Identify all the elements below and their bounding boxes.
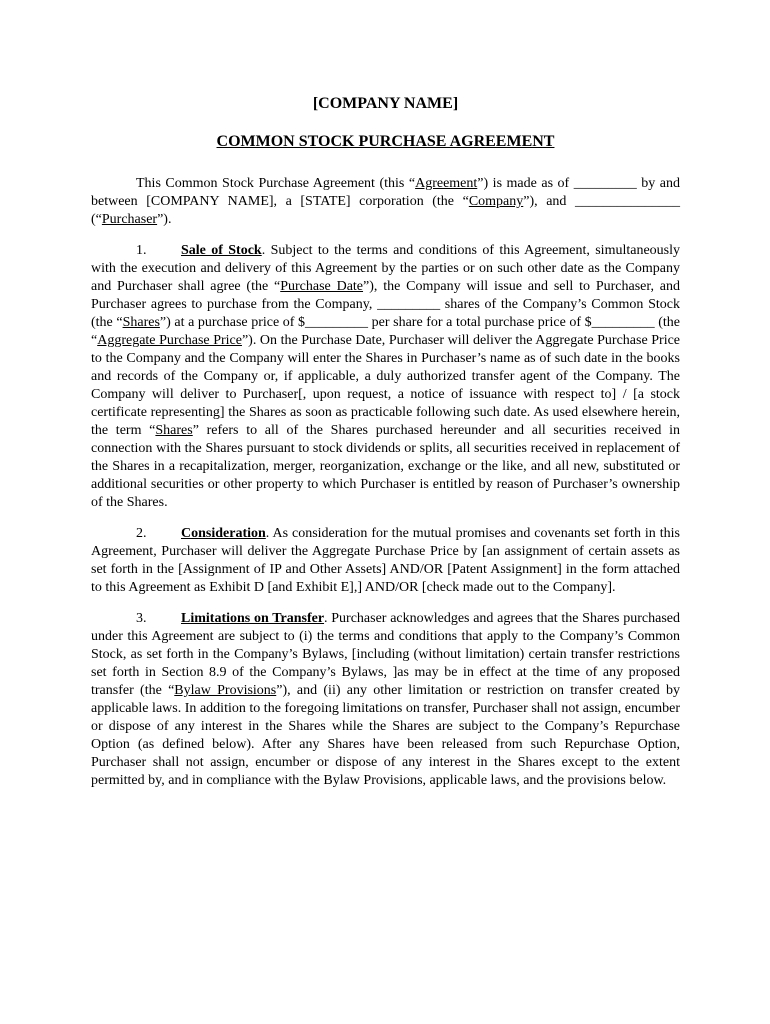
- section-3-heading: Limitations on Transfer: [181, 611, 325, 626]
- intro-text-3: ”), and _______________ (“: [91, 194, 680, 227]
- defined-term-shares-2: Shares: [155, 423, 193, 438]
- section-1-text-4: ”). On the Purchase Date, Purchaser will deliver the Aggregate Purchase Price to the Company and the Company will enter the Shares in Purchaser’s name as of such date in the books and records of the Company or, if applicable, a duly authorized transfer agent of the Company. The Company will deliver to Purchaser[, upon request, a notice of issuance with respect to] / [a stock certificate representing] the Shares as soon as practicable following such date. As used elsewhere herein, the term “: [91, 333, 681, 438]
- section-1-number: 1.: [136, 243, 147, 258]
- intro-text-2: ”) is made as of _________ by and between [COMPANY NAME], a [STATE] corporation (the “: [91, 176, 680, 209]
- intro-paragraph: [91, 175, 680, 229]
- defined-term-agreement: Agreement: [415, 176, 478, 191]
- section-2-number: 2.: [136, 526, 147, 541]
- section-1-heading: Sale of Stock: [181, 243, 262, 258]
- section-2-paragraph: [91, 525, 680, 597]
- defined-term-shares: Shares: [122, 315, 160, 330]
- section-2-text-1: . As consideration for the mutual promises and covenants set forth in this Agreement, Purchaser will deliver the Aggregate Purchase Price by [an assignment of certain assets as set forth in the [Assignment of IP and Other Assets] AND/OR [Patent Assignment] in the form attached to this Agreement as Exhibit D [and Exhibit E],] AND/OR [check made out to the Company].: [91, 526, 680, 595]
- section-1-paragraph: [91, 242, 680, 512]
- agreement-title: COMMON STOCK PURCHASE AGREEMENT: [216, 133, 555, 150]
- defined-term-aggregate-purchase-price: Aggregate Purchase Price: [97, 333, 242, 348]
- section-1-text-5: ” refers to all of the Shares purchased hereunder and all securities received in connection with the Shares pursuant to stock dividends or splits, all securities received in replacement of the Shares in a recapitalization, merger, reorganization, exchange or the like, and all new, substituted or additional securities or other property to which Purchaser is entitled by reason of Purchaser’s ownership of the Shares.: [91, 423, 680, 510]
- defined-term-bylaw-provisions: Bylaw Provisions: [174, 683, 277, 698]
- defined-term-purchase-date: Purchase Date: [280, 279, 364, 294]
- defined-term-company: Company: [468, 194, 524, 209]
- section-3-text-1: . Purchaser acknowledges and agrees that the Shares purchased under this Agreement are subject to (i) the terms and conditions that apply to the Company’s Common Stock, as set forth in the Company’s Bylaws, [including (without limitation) certain transfer restrictions set forth in Section 8.9 of the Company’s Bylaws, ]as may be in effect at the time of any proposed transfer (the “: [91, 611, 680, 698]
- section-1-text-3: ”) at a purchase price of $_________ per share for a total purchase price of $_________ (the “: [91, 315, 680, 348]
- section-3-text-2: ”), and (ii) any other limitation or restriction on transfer created by applicable laws. In addition to the foregoing limitations on transfer, Purchaser shall not assign, encumber or dispose of any interest in the Shares while the Shares are subject to the Company’s Repurchase Option (as defined below). After any Shares have been released from such Repurchase Option, Purchaser shall not assign, encumber or dispose of any interest in the Shares except to the extent permitted by, and in compliance with the Bylaw Provisions, applicable laws, and the provisions below.: [91, 683, 680, 788]
- intro-text-1: This Common Stock Purchase Agreement (this “: [136, 176, 416, 191]
- section-3-number: 3.: [136, 611, 147, 626]
- section-2-heading: Consideration: [181, 526, 266, 541]
- intro-text-4: ”).: [157, 212, 172, 227]
- section-1-text-2: ”), the Company will issue and sell to Purchaser, and Purchaser agrees to purchase from the Company, _________ shares of the Company’s Common Stock (the “: [91, 279, 680, 330]
- company-name-heading: [COMPANY NAME]: [312, 95, 459, 112]
- defined-term-purchaser: Purchaser: [101, 212, 158, 227]
- section-1-text-1: . Subject to the terms and conditions of this Agreement, simultaneously with the execution and delivery of this Agreement by the parties or on such other date as the Company and Purchaser shall agree (the “: [91, 243, 681, 294]
- section-3-paragraph: [91, 610, 680, 790]
